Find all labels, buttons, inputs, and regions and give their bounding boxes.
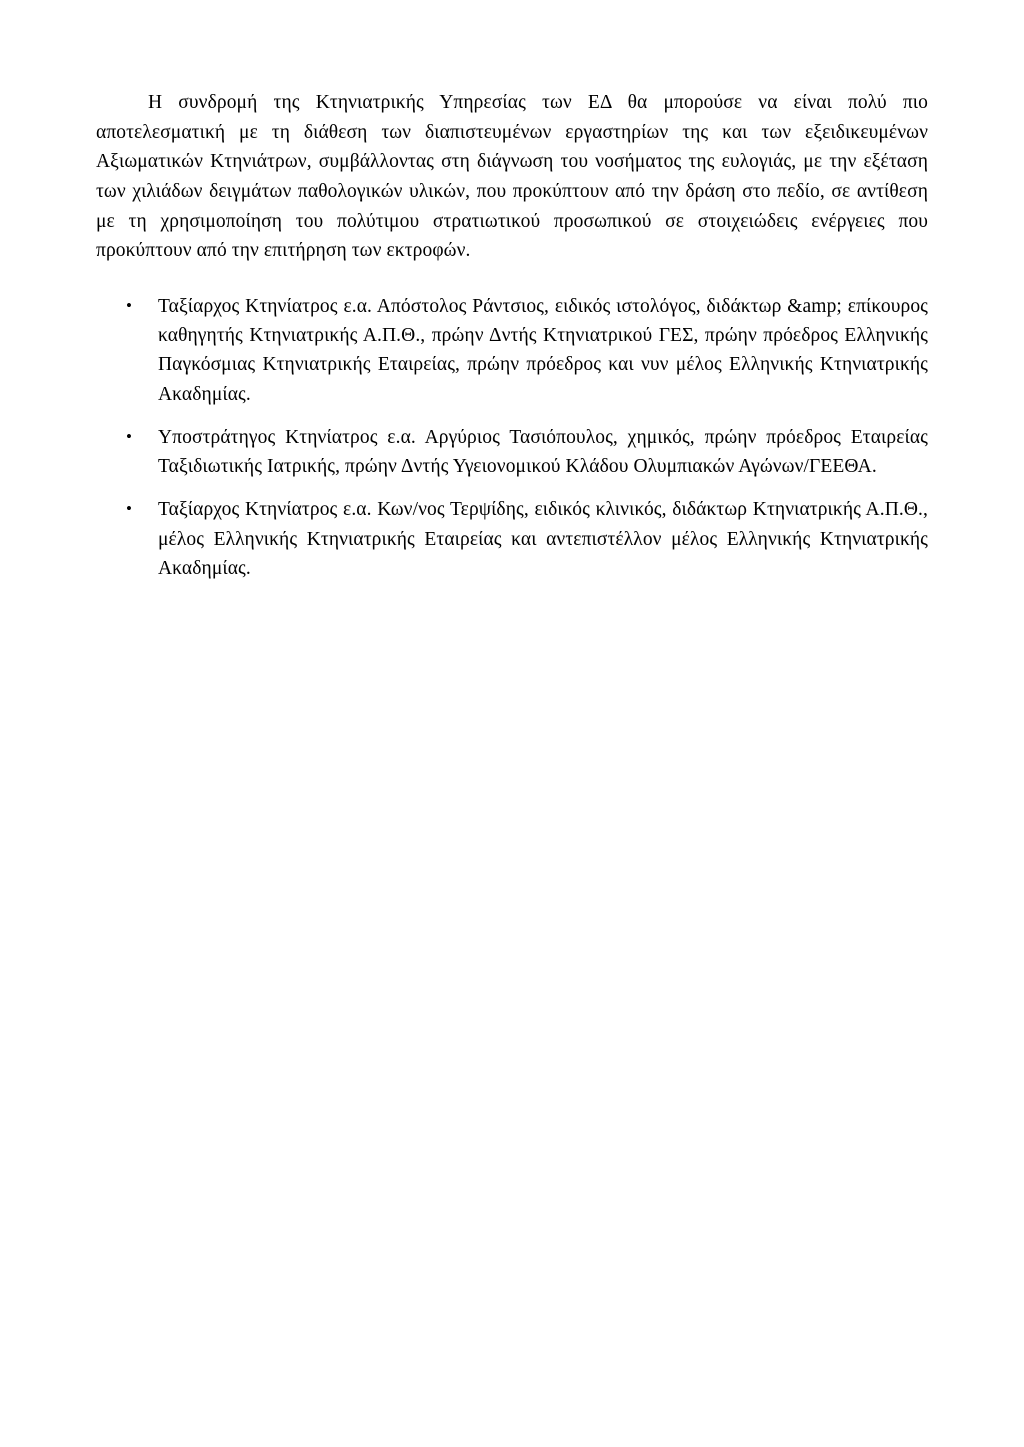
bullet-list: [96, 292, 928, 583]
bullet-marker-icon: •: [126, 295, 133, 315]
list-item-text: Ταξίαρχος Κτηνίατρος ε.α. Κων/νος Τερψίδης, ειδικός κλινικός, διδάκτωρ Κτηνιατρικής Α.Π.Θ., μέλος Ελληνικής Κτηνιατρικής Εταιρείας και αντεπιστέλλον μέλος Ελληνικής Κτηνιατρικής Ακαδημίας.: [158, 499, 928, 579]
bullet-marker-icon: •: [126, 499, 133, 519]
body-paragraph: Η συνδρομή της Κτηνιατρικής Υπηρεσίας των ΕΔ θα μπορούσε να είναι πολύ πιο αποτελεσματική με τη διάθεση των διαπιστευμένων εργαστηρίων της και των εξειδικευμένων Αξιωματικών Κτηνιάτρων, συμβάλλοντας στη διάγνωση του νοσήματος της ευλογιάς, με την εξέταση των χιλιάδων δειγμάτων παθολογικών υλικών, που προκύπτουν από την δράση στο πεδίο, σε αντίθεση με τη χρησιμοποίηση του πολύτιμου στρατιωτικού προσωπικού σε στοιχειώδεις ενέργειες που προκύπτουν από την επιτήρηση των εκτροφών.: [96, 92, 928, 262]
list-item: [96, 292, 928, 409]
list-item: [96, 423, 928, 482]
list-item-text: Ταξίαρχος Κτηνίατρος ε.α. Απόστολος Ράντσιος, ειδικός ιστολόγος, διδάκτωρ &amp; επίκουρος καθηγητής Κτηνιατρικής Α.Π.Θ., πρώην Δντής Κτηνιατρικού ΓΕΣ, πρώην πρόεδρος Ελληνικής Παγκόσμιας Κτηνιατρικής Εταιρείας, πρώην πρόεδρος και νυν μέλος Ελληνικής Κτηνιατρικής Ακαδημίας.: [158, 295, 928, 405]
list-item-text: Υποστράτηγος Κτηνίατρος ε.α. Αργύριος Τασιόπουλος, χημικός, πρώην πρόεδρος Εταιρείας Ταξιδιωτικής Ιατρικής, πρώην Δντής Υγειονομικού Κλάδου Ολυμπιακών Αγώνων/ΓΕΕΘΑ.: [158, 426, 928, 477]
list-item: [96, 495, 928, 583]
bullet-marker-icon: •: [126, 426, 133, 446]
